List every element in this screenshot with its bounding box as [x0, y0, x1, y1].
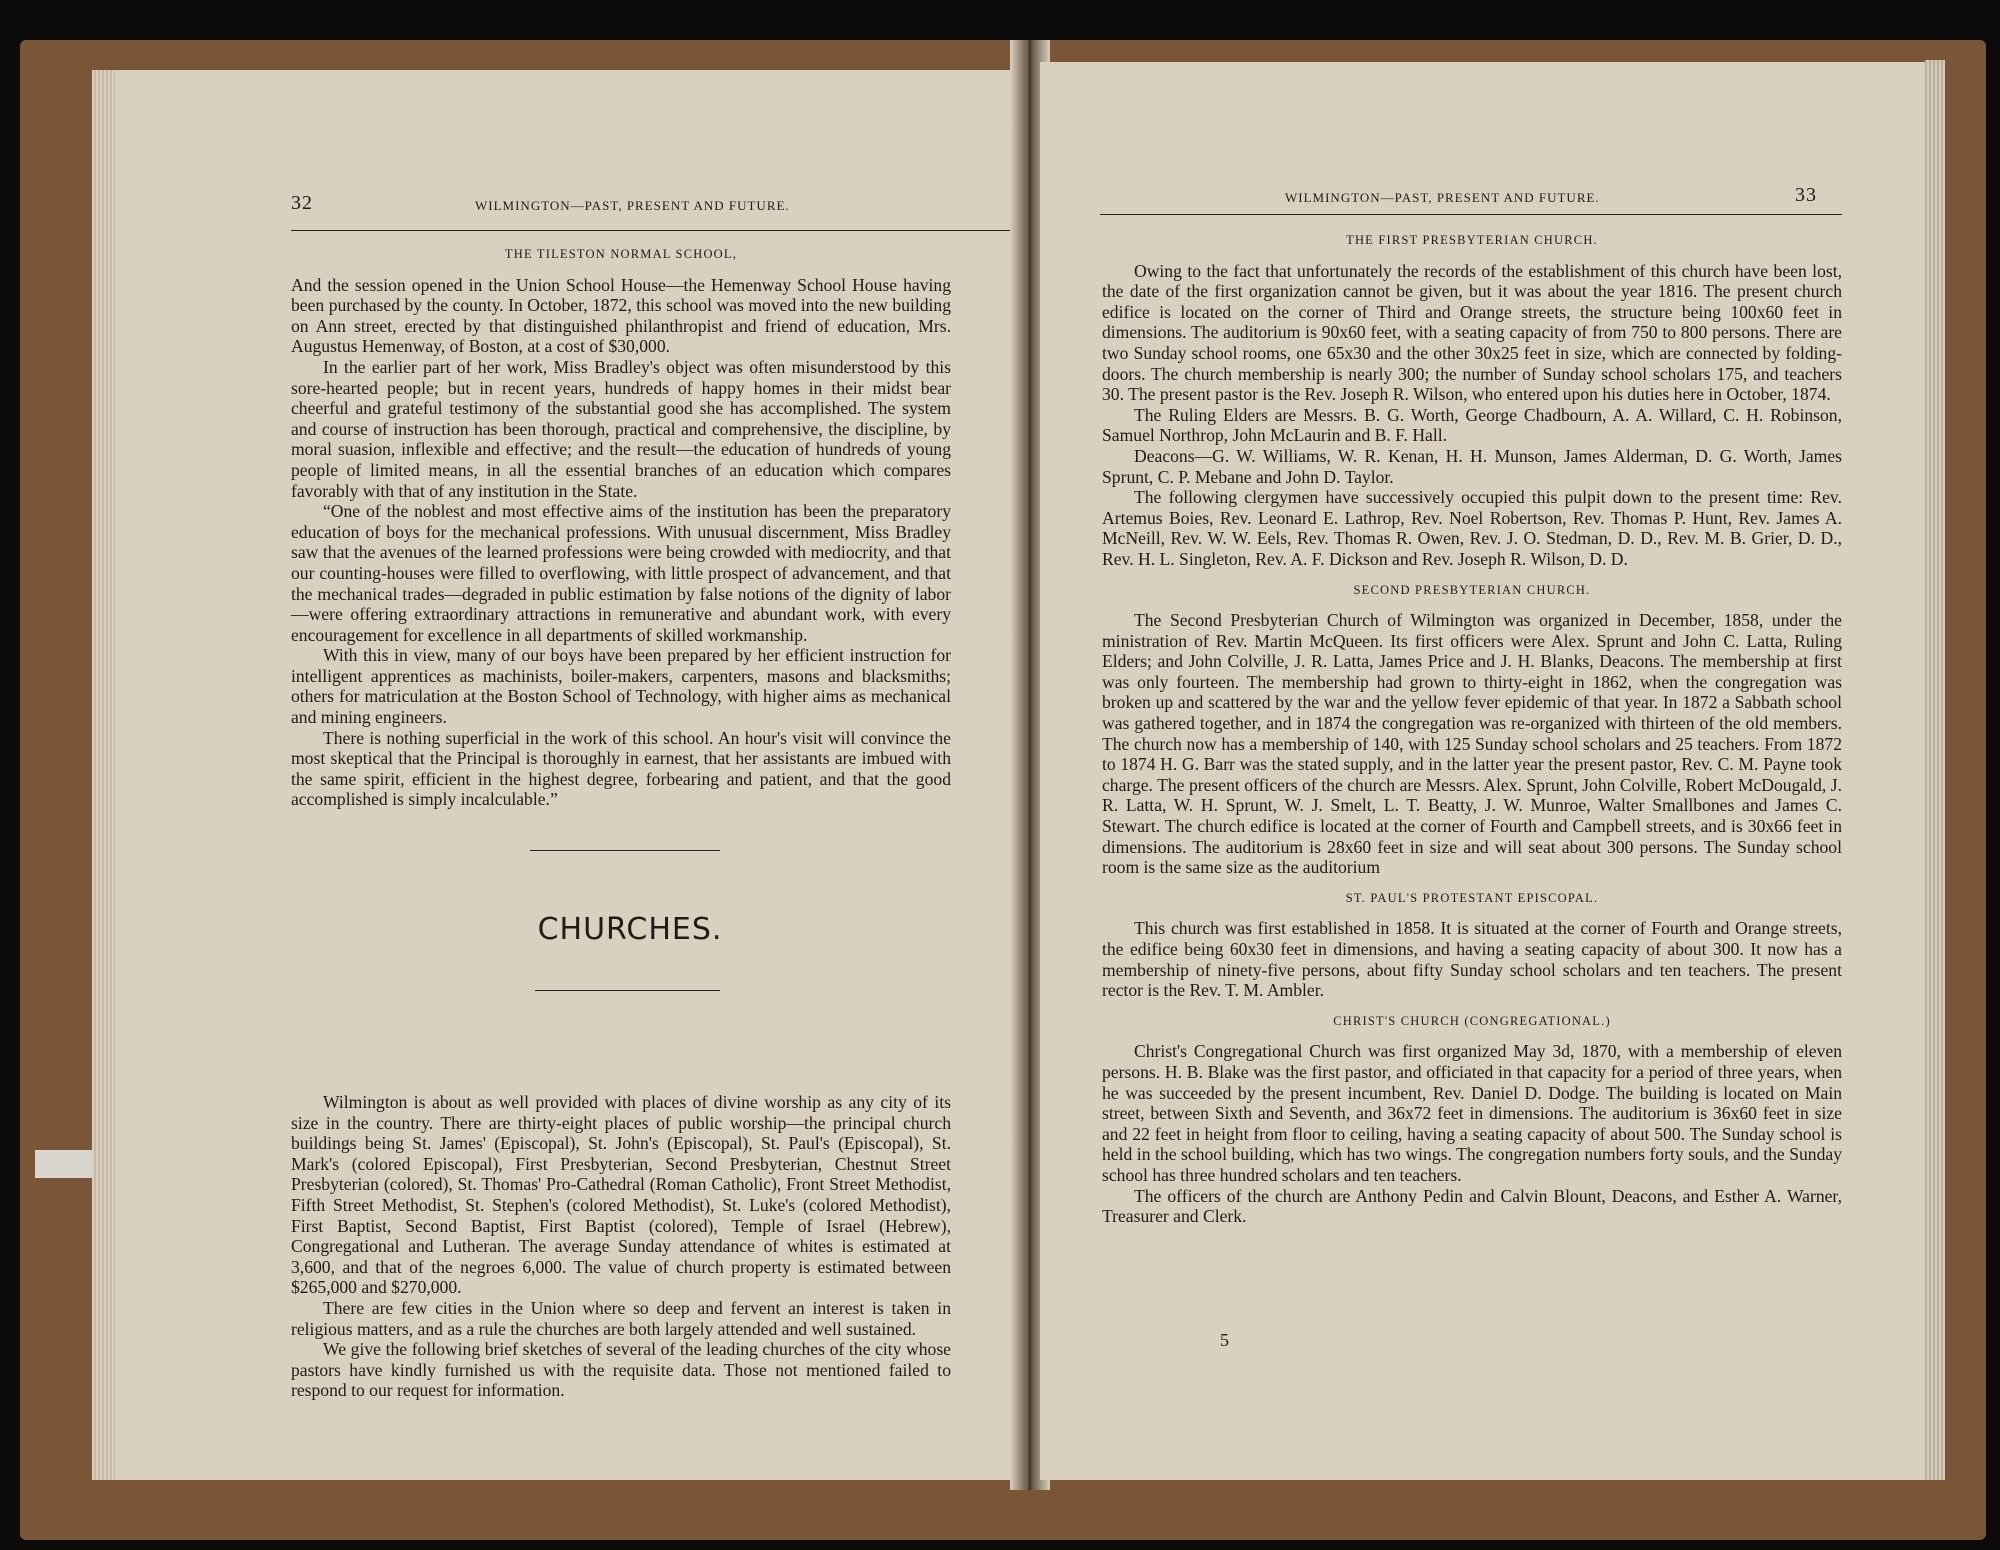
left-running-title: WILMINGTON—PAST, PRESENT AND FUTURE. [475, 198, 790, 213]
right-paragraph: Deacons—G. W. Williams, W. R. Kenan, H. H. Munson, James Alderman, D. G. Worth, James Sprunt, C. P. Mebane and John D. Taylor. [1102, 445, 1842, 487]
divider-bottom [535, 990, 720, 991]
left-paragraph: In the earlier part of her work, Miss Bradley's object was often misunderstood by this sore-hearted people; but in recent years, hundreds of happy homes in their midst bear cheerful and grateful testimony of the substantial good she has accomplished. The system and course of instruction has been thorough, practical and comprehensive, the discipline, by moral suasion, inflexible and effective; and the result—the education of hundreds of young people of limited means, in all the essential branches of an education which compares favorably with that of any institution in the State. [291, 356, 951, 501]
left-page-number: 32 [291, 192, 313, 214]
right-paragraph: The Ruling Elders are Messrs. B. G. Worth, George Chadbourn, A. A. Willard, C. H. Robinson, Samuel Northrop, John McLaurin and B. F. Hall. [1102, 404, 1842, 446]
left-paragraph: And the session opened in the Union School House—the Hemenway School House having been purchased by the county. In October, 1872, this school was moved into the new building on Ann street, erected by that distinguished philanthropist and friend of education, Mrs. Augustus Hemenway, of Boston, at a cost of $30,000. [291, 274, 951, 357]
right-paragraph: The following clergymen have successively occupied this pulpit down to the present time: Rev. Artemus Boies, Rev. Leonard E. Lathrop, Rev. Noel Robertson, Rev. Thomas P. Hunt, Rev. James A. McNeill, Rev. W. W. Eels, Rev. Thomas R. Owen, Rev. J. O. Stedman, D. D., Rev. M. B. Grier, D. D., Rev. H. L. Singleton, Rev. A. F. Dickson and Rev. Joseph R. Wilson, D. D. [1102, 487, 1842, 569]
churches-paragraph: There are few cities in the Union where so deep and fervent an interest is taken in religious matters, and as a rule the churches are both largely attended and well sustained. [291, 1297, 951, 1339]
section-title-first-presbyterian: THE FIRST PRESBYTERIAN CHURCH. [1346, 233, 1598, 247]
page-edges-right [1925, 60, 1945, 1480]
right-paragraph: The Second Presbyterian Church of Wilmington was organized in December, 1858, under the ministration of Rev. Martin McQueen. Its first officers were Alex. Sprunt and John C. Latta, Ruling Elders; and John Colville, J. R. Latta, James Price and J. H. Blanks, Deacons. The membership at first was only fourteen. The membership had grown to thirty-eight in 1862, when the congregation was broken up and scattered by the war and the yellow fever epidemic of that year. In 1872 a Sabbath school was gathered together, and in 1874 the congregation was re-organized with thirteen of the old members. The church now has a membership of 140, with 125 Sunday school scholars and 25 teachers. From 1872 to 1874 H. G. Barr was the stated supply, and in the latter year the present pastor, Rev. C. M. Payne took charge. The present officers of the church are Messrs. Alex. Sprunt, John Colville, Robert McDougald, J. R. Latta, W. H. Sprunt, W. J. Smelt, L. T. Beatty, J. W. Munroe, Walter Smallbones and James C. Stewart. The church edifice is located at the corner of Fourth and Campbell streets, and is 30x66 feet in dimensions. The auditorium is 28x60 feet in size and will seat about 300 persons. The Sunday school room is the same size as the auditorium [1102, 610, 1842, 878]
churches-paragraph: We give the following brief sketches of several of the leading churches of the city whose pastors have kindly furnished us with the requisite data. Those not mentioned failed to respond to our request for information. [291, 1339, 951, 1401]
left-top-text [291, 238, 951, 810]
left-paragraph: With this in view, many of our boys have been prepared by her efficient instruction for intelligent apprentices as machinists, boiler-makers, carpenters, masons and blacksmiths; others for matriculation at the Boston School of Technology, with higher aims as mechanical and mining engineers. [291, 645, 951, 728]
right-running-title: WILMINGTON—PAST, PRESENT AND FUTURE. [1285, 190, 1600, 205]
right-text [1102, 224, 1842, 1227]
section-title-st-pauls: ST. PAUL'S PROTESTANT EPISCOPAL. [1345, 890, 1599, 905]
churches-paragraph: Wilmington is about as well provided with places of divine worship as any city of its size in the country. There are thirty-eight places of public worship—the principal church buildings being St. James' (Episcopal), St. John's (Episcopal), St. Paul's (Episcopal), St. Mark's (colored Episcopal), First Presbyterian, Second Presbyterian, Chestnut Street Presbyterian (colored), St. Thomas' Pro-Cathedral (Roman Catholic), Front Street Methodist, Fifth Street Methodist, St. Stephen's (colored Methodist), St. Luke's (colored Methodist), First Baptist, Second Baptist, First Baptist (colored), Temple of Israel (Hebrew), Congregational and Lutheran. The average Sunday attendance of whites is estimated at 3,600, and that of the negroes 6,000. The value of church property is estimated between $265,000 and $270,000. [291, 1092, 951, 1298]
right-paragraph: This church was first established in 1858. It is situated at the corner of Fourth and Orange streets, the edifice being 60x30 feet in dimensions, and having a seating capacity of about 300. It now has a membership of ninety-five persons, about fifty Sunday school scholars and ten teachers. The present rector is the Rev. T. M. Ambler. [1102, 918, 1842, 1001]
left-head-rule [291, 230, 1127, 231]
right-page [1040, 62, 1925, 1480]
left-paragraph: There is nothing superficial in the work of this school. An hour's visit will convince the most skeptical that the Principal is thoroughly in earnest, that her assistants are imbued with the same spirit, efficient in the highest degree, forbearing and patient, and that the good accomplished is simply incalculable.” [291, 727, 951, 810]
section-title-tileston: THE TILESTON NORMAL SCHOOL, [504, 247, 738, 261]
right-paragraph: Christ's Congregational Church was first organized May 3d, 1870, with a membership of eleven persons. H. B. Blake was the first pastor, and officiated in that capacity for a period of three years, when he was succeeded by the present incumbent, Rev. Daniel D. Dodge. The building is located on Main street, between Sixth and Seventh, and 36x72 feet in dimensions. The auditorium is 36x60 feet in size and 22 feet in height from floor to ceiling, having a seating capacity of about 500. The Sunday school is held in the school building, which has two wings. The congregation numbers forty souls, and the Sunday school has three hundred scholars and ten teachers. [1102, 1041, 1842, 1185]
right-paragraph: Owing to the fact that unfortunately the records of the establishment of this church have been lost, the date of the first organization cannot be given, but it was about the year 1816. The present church edifice is located on the corner of Third and Orange streets, the structure being 100x60 feet in dimensions. The auditorium is 90x60 feet, with a seating capacity of from 750 to 800 persons. There are two Sunday school rooms, one 65x30 and the other 30x25 feet in size, which are connected by folding-doors. The church membership is nearly 300; the number of Sunday school scholars 175, and teachers 30. The present pastor is the Rev. Joseph R. Wilson, who entered upon his duties here in October, 1874. [1102, 260, 1842, 405]
right-paragraph: The officers of the church are Anthony Pedin and Calvin Blount, Deacons, and Esther A. Warner, Treasurer and Clerk. [1102, 1185, 1842, 1227]
section-title-second-presbyterian: SECOND PRESBYTERIAN CHURCH. [1353, 582, 1591, 597]
churches-intro [291, 1092, 951, 1401]
left-paragraph: “One of the noblest and most effective aims of the institution has been the preparatory education of boys for the mechanical professions. With unusual discernment, Miss Bradley saw that the avenues of the learned professions were being crowded with mediocrity, and that our counting-houses were filled to overflowing, with little prospect of advancement, and that the mechanical trades—degraded in public estimation by false notions of the dignity of labor—were offering extraordinary attractions in remunerative and abundant work, with every encouragement for excellence in all departments of skilled workmanship. [291, 501, 951, 645]
left-page [115, 70, 1031, 1480]
section-title-christs-church: CHRIST'S CHURCH (CONGREGATIONAL.) [1333, 1013, 1611, 1028]
churches-heading: CHURCHES. [537, 912, 723, 947]
divider-top [530, 850, 720, 851]
right-page-number: 33 [1795, 184, 1817, 206]
right-head-rule [1100, 214, 1842, 215]
signature-mark: 5 [1220, 1330, 1229, 1350]
